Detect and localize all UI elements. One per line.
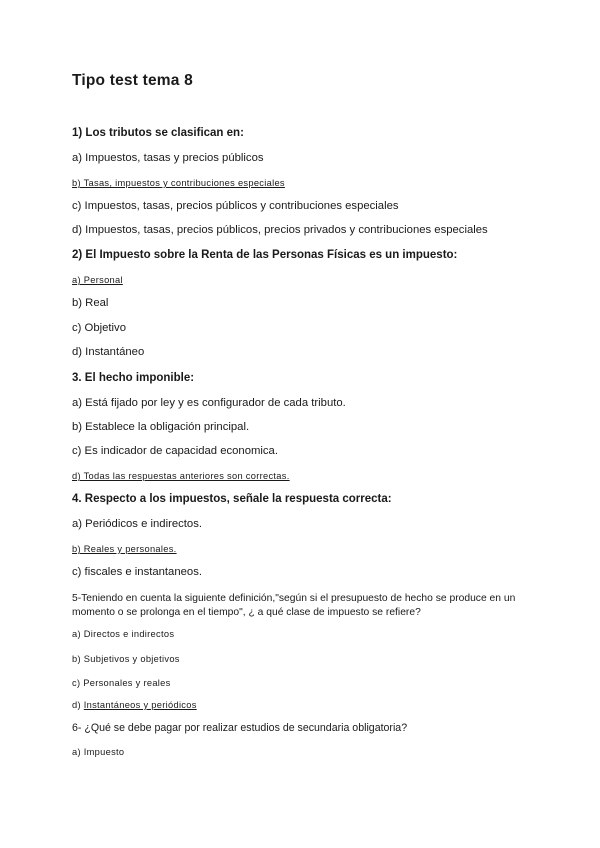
q2-option-c: c) Objetivo: [72, 322, 126, 334]
question-2: 2) El Impuesto sobre la Renta de las Personas Físicas es un impuesto:: [72, 249, 458, 261]
q1-option-c: c) Impuestos, tasas, precios públicos y contribuciones especiales: [72, 200, 399, 212]
q3-option-b: b) Establece la obligación principal.: [72, 421, 250, 433]
q5-option-c: c) Personales y reales: [72, 678, 171, 688]
q1-option-b-correct: b) Tasas, impuestos y contribuciones especiales: [72, 178, 285, 188]
page-title: Tipo test tema 8: [72, 72, 193, 89]
q4-option-b-correct: b) Reales y personales.: [72, 544, 177, 554]
q2-option-b: b) Real: [72, 297, 109, 309]
q4-option-c: c) fiscales e instantaneos.: [72, 566, 202, 578]
q1-option-d: d) Impuestos, tasas, precios públicos, precios privados y contribuciones especiales: [72, 224, 488, 236]
q6-option-a: a) Impuesto: [72, 747, 125, 757]
q5-option-a: a) Directos e indirectos: [72, 629, 175, 639]
q1-option-a: a) Impuestos, tasas y precios públicos: [72, 152, 264, 164]
q5-option-d: [72, 700, 197, 710]
question-6: 6- ¿Qué se debe pagar por realizar estudios de secundaria obligatoria?: [72, 722, 408, 734]
question-3: 3. El hecho imponible:: [72, 372, 195, 384]
q4-option-a: a) Periódicos e indirectos.: [72, 518, 202, 530]
q5-option-d-correct: Instantáneos y periódicos: [83, 700, 197, 710]
q3-option-a: a) Está fijado por ley y es configurador de cada tributo.: [72, 397, 346, 409]
q3-option-c: c) Es indicador de capacidad economica.: [72, 445, 278, 457]
q5-option-b: b) Subjetivos y objetivos: [72, 654, 180, 664]
q2-option-d: d) Instantáneo: [72, 346, 145, 358]
q5-option-d-prefix: d): [72, 700, 84, 710]
q3-option-d-correct: d) Todas las respuestas anteriores son correctas.: [72, 471, 290, 481]
question-1: 1) Los tributos se clasifican en:: [72, 127, 244, 139]
q2-option-a-correct: a) Personal: [72, 275, 123, 285]
question-5: 5-Teniendo en cuenta la siguiente definición,"según si el presupuesto de hecho se produce en un momento o se prolonga en el tiempo", ¿ a qué clase de impuesto se refiere?: [72, 593, 516, 618]
question-4: 4. Respecto a los impuestos, señale la respuesta correcta:: [72, 493, 392, 505]
